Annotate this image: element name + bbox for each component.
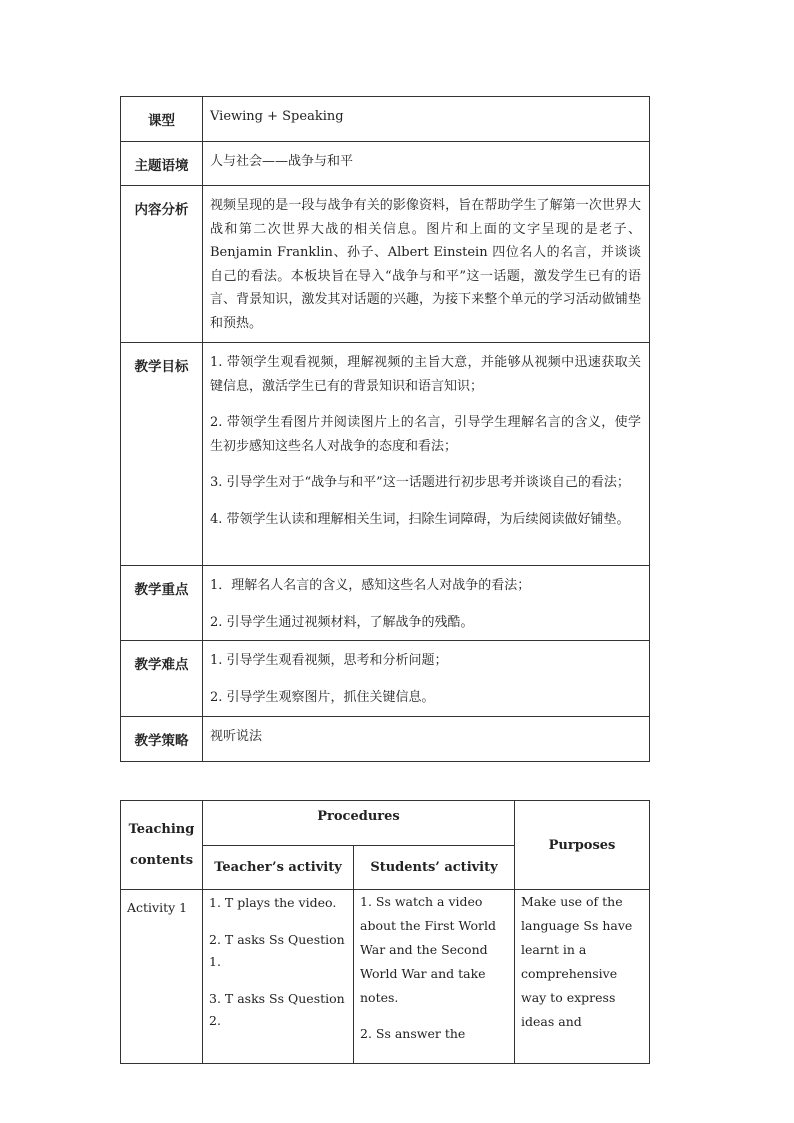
lesson-info-table [120, 96, 650, 762]
value-theme-context: 人与社会——战争与和平 [203, 142, 650, 186]
row-theme-context [121, 142, 650, 186]
value-key-points [203, 566, 650, 641]
value-content-analysis: 视频呈现的是一段与战争有关的影像资料，旨在帮助学生了解第一次世界大战和第二次世界大战的相关信息。图片和上面的文字呈现的是老子、Benjamin Franklin、孙子、Albert Einstein 四位名人的名言，并谈谈自己的看法。本板块旨在导入“战争与和平”这一话题，激发学生已有的语言、背景知识，激发其对话题的兴趣，为接下来整个单元的学习活动做铺垫和预热。 [203, 186, 650, 343]
procedures-header: Procedures [203, 801, 515, 846]
procedure-table [120, 800, 650, 1064]
label-theme-context: 主题语境 [121, 142, 203, 186]
difficulty-2: 2. 引导学生观察图片，抓住关键信息。 [210, 689, 435, 705]
row-teaching-objectives [121, 343, 650, 566]
teacher-activity-cell [203, 890, 354, 1064]
value-teaching-strategy: 视听说法 [203, 717, 650, 762]
students-activity-header: Students’ activity [354, 846, 515, 890]
label-key-points: 教学重点 [121, 566, 203, 641]
teaching-contents-header: Teaching contents [121, 801, 203, 890]
row-content-analysis [121, 186, 650, 343]
student-step-2: 2. Ss answer the [360, 1026, 466, 1041]
key-point-2: 2. 引导学生通过视频材料，了解战争的残酷。 [210, 614, 474, 630]
students-activity-cell [354, 890, 515, 1064]
row-lesson-type [121, 97, 650, 142]
label-teaching-objectives: 教学目标 [121, 343, 203, 566]
row-teaching-strategy [121, 717, 650, 762]
activity-name: Activity 1 [121, 890, 203, 1064]
key-point-1: 1．理解名人名言的含义，感知这些名人对战争的看法； [210, 578, 531, 593]
teacher-step-1: 1. T plays the video. [209, 895, 337, 910]
objective-4: 4. 带领学生认读和理解相关生词，扫除生词障碍，为后续阅读做好铺垫。 [210, 511, 630, 527]
difficulty-1: 1. 引导学生观看视频，思考和分析问题； [210, 653, 448, 668]
row-key-points [121, 566, 650, 641]
teacher-step-3: 3. T asks Ss Question 2. [209, 991, 345, 1028]
value-teaching-objectives [203, 343, 650, 566]
label-teaching-strategy: 教学策略 [121, 717, 203, 762]
value-lesson-type: Viewing + Speaking [203, 97, 650, 142]
label-content-analysis: 内容分析 [121, 186, 203, 343]
procedure-header-row [121, 801, 650, 846]
value-difficulties [203, 641, 650, 717]
purpose-cell: Make use of the language Ss have learnt in a comprehensive way to express ideas and [515, 890, 650, 1064]
objective-2: 2. 带领学生看图片并阅读图片上的名言，引导学生理解名言的含义，使学生初步感知这些名人对战争的态度和看法； [210, 415, 641, 454]
teacher-step-2: 2. T asks Ss Question 1. [209, 932, 345, 969]
objective-3: 3. 引导学生对于“战争与和平”这一话题进行初步思考并谈谈自己的看法； [210, 475, 630, 490]
objective-1: 1. 带领学生观看视频，理解视频的主旨大意，并能够从视频中迅速获取关键信息，激活学生已有的背景知识和语言知识； [210, 355, 641, 394]
activity-row [121, 890, 650, 1064]
label-difficulties: 教学难点 [121, 641, 203, 717]
label-lesson-type: 课型 [121, 97, 203, 142]
purposes-header: Purposes [515, 801, 650, 890]
teacher-activity-header: Teacher’s activity [203, 846, 354, 890]
row-difficulties [121, 641, 650, 717]
student-step-1: 1. Ss watch a video about the First World War and the Second World War and take notes. [360, 894, 497, 1005]
